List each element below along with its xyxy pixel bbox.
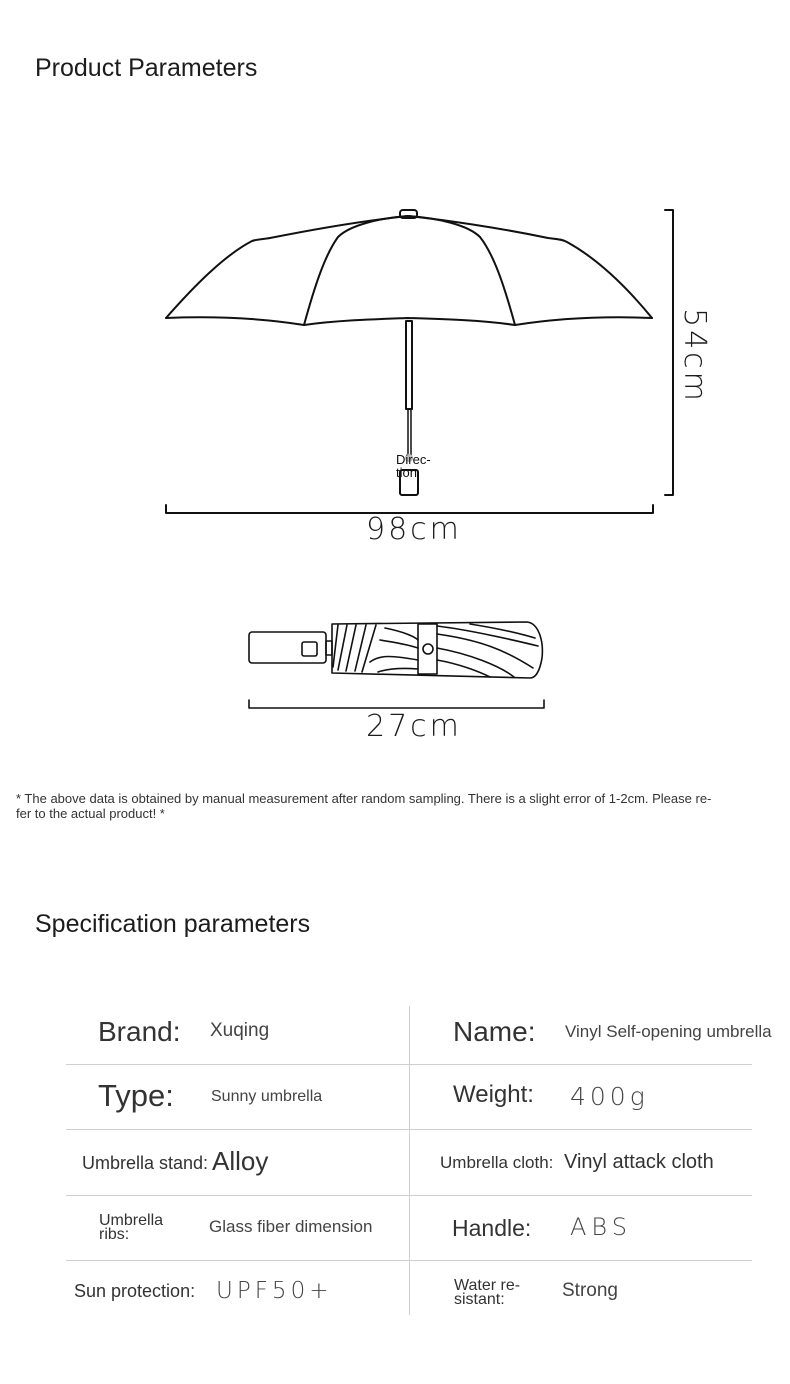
name-value: Vinyl Self-opening umbrella (565, 1022, 772, 1041)
handle-label: Handle: (452, 1215, 532, 1241)
brand-label: Brand: (98, 1016, 181, 1047)
umbrella-ribs-label (99, 1214, 163, 1242)
note-line1: * The above data is obtained by manual measurement after random sampling. There is a slight error of 1-2cm. Please re- (16, 791, 712, 806)
type-label: Type: (98, 1078, 174, 1113)
handle-label-line2: tion (396, 465, 417, 480)
umbrella-cloth-label: Umbrella cloth: (440, 1153, 554, 1172)
name-label: Name: (453, 1016, 536, 1047)
umbrella-ribs-label-line2: ribs: (99, 1226, 130, 1243)
umbrella-stand-label: Umbrella stand: (82, 1153, 209, 1173)
umbrella-stand-value: Alloy (212, 1146, 269, 1176)
product-parameters-title: Product Parameters (35, 54, 258, 82)
open-height-label: 54cm (677, 308, 712, 404)
umbrella-ribs-value: Glass fiber dimension (209, 1217, 373, 1236)
water-resistant-label (454, 1279, 520, 1307)
water-resistant-label-line2: sistant: (454, 1291, 505, 1308)
type-value: Sunny umbrella (211, 1088, 323, 1105)
sun-protection-label: Sun protection: (74, 1281, 196, 1301)
handle-value: ABS (570, 1213, 632, 1241)
specification-parameters-title: Specification parameters (35, 910, 311, 938)
weight-value: 400g (570, 1082, 649, 1111)
water-resistant-value: Strong (562, 1280, 618, 1301)
umbrella-cloth-value: Vinyl attack cloth (564, 1151, 714, 1173)
brand-value: Xuqing (210, 1020, 270, 1041)
weight-label: Weight: (453, 1081, 534, 1108)
folded-length-label: 27cm (366, 709, 462, 744)
open-width-label: 98cm (366, 512, 462, 547)
sun-protection-value: UPF50+ (216, 1278, 333, 1304)
umbrella-ribs-label-line1: Umbrella (99, 1212, 164, 1229)
handle-label-line1: Direc- (396, 452, 431, 467)
water-resistant-label-line1: Water re- (454, 1277, 521, 1294)
note-line2: fer to the actual product! * (16, 806, 165, 821)
